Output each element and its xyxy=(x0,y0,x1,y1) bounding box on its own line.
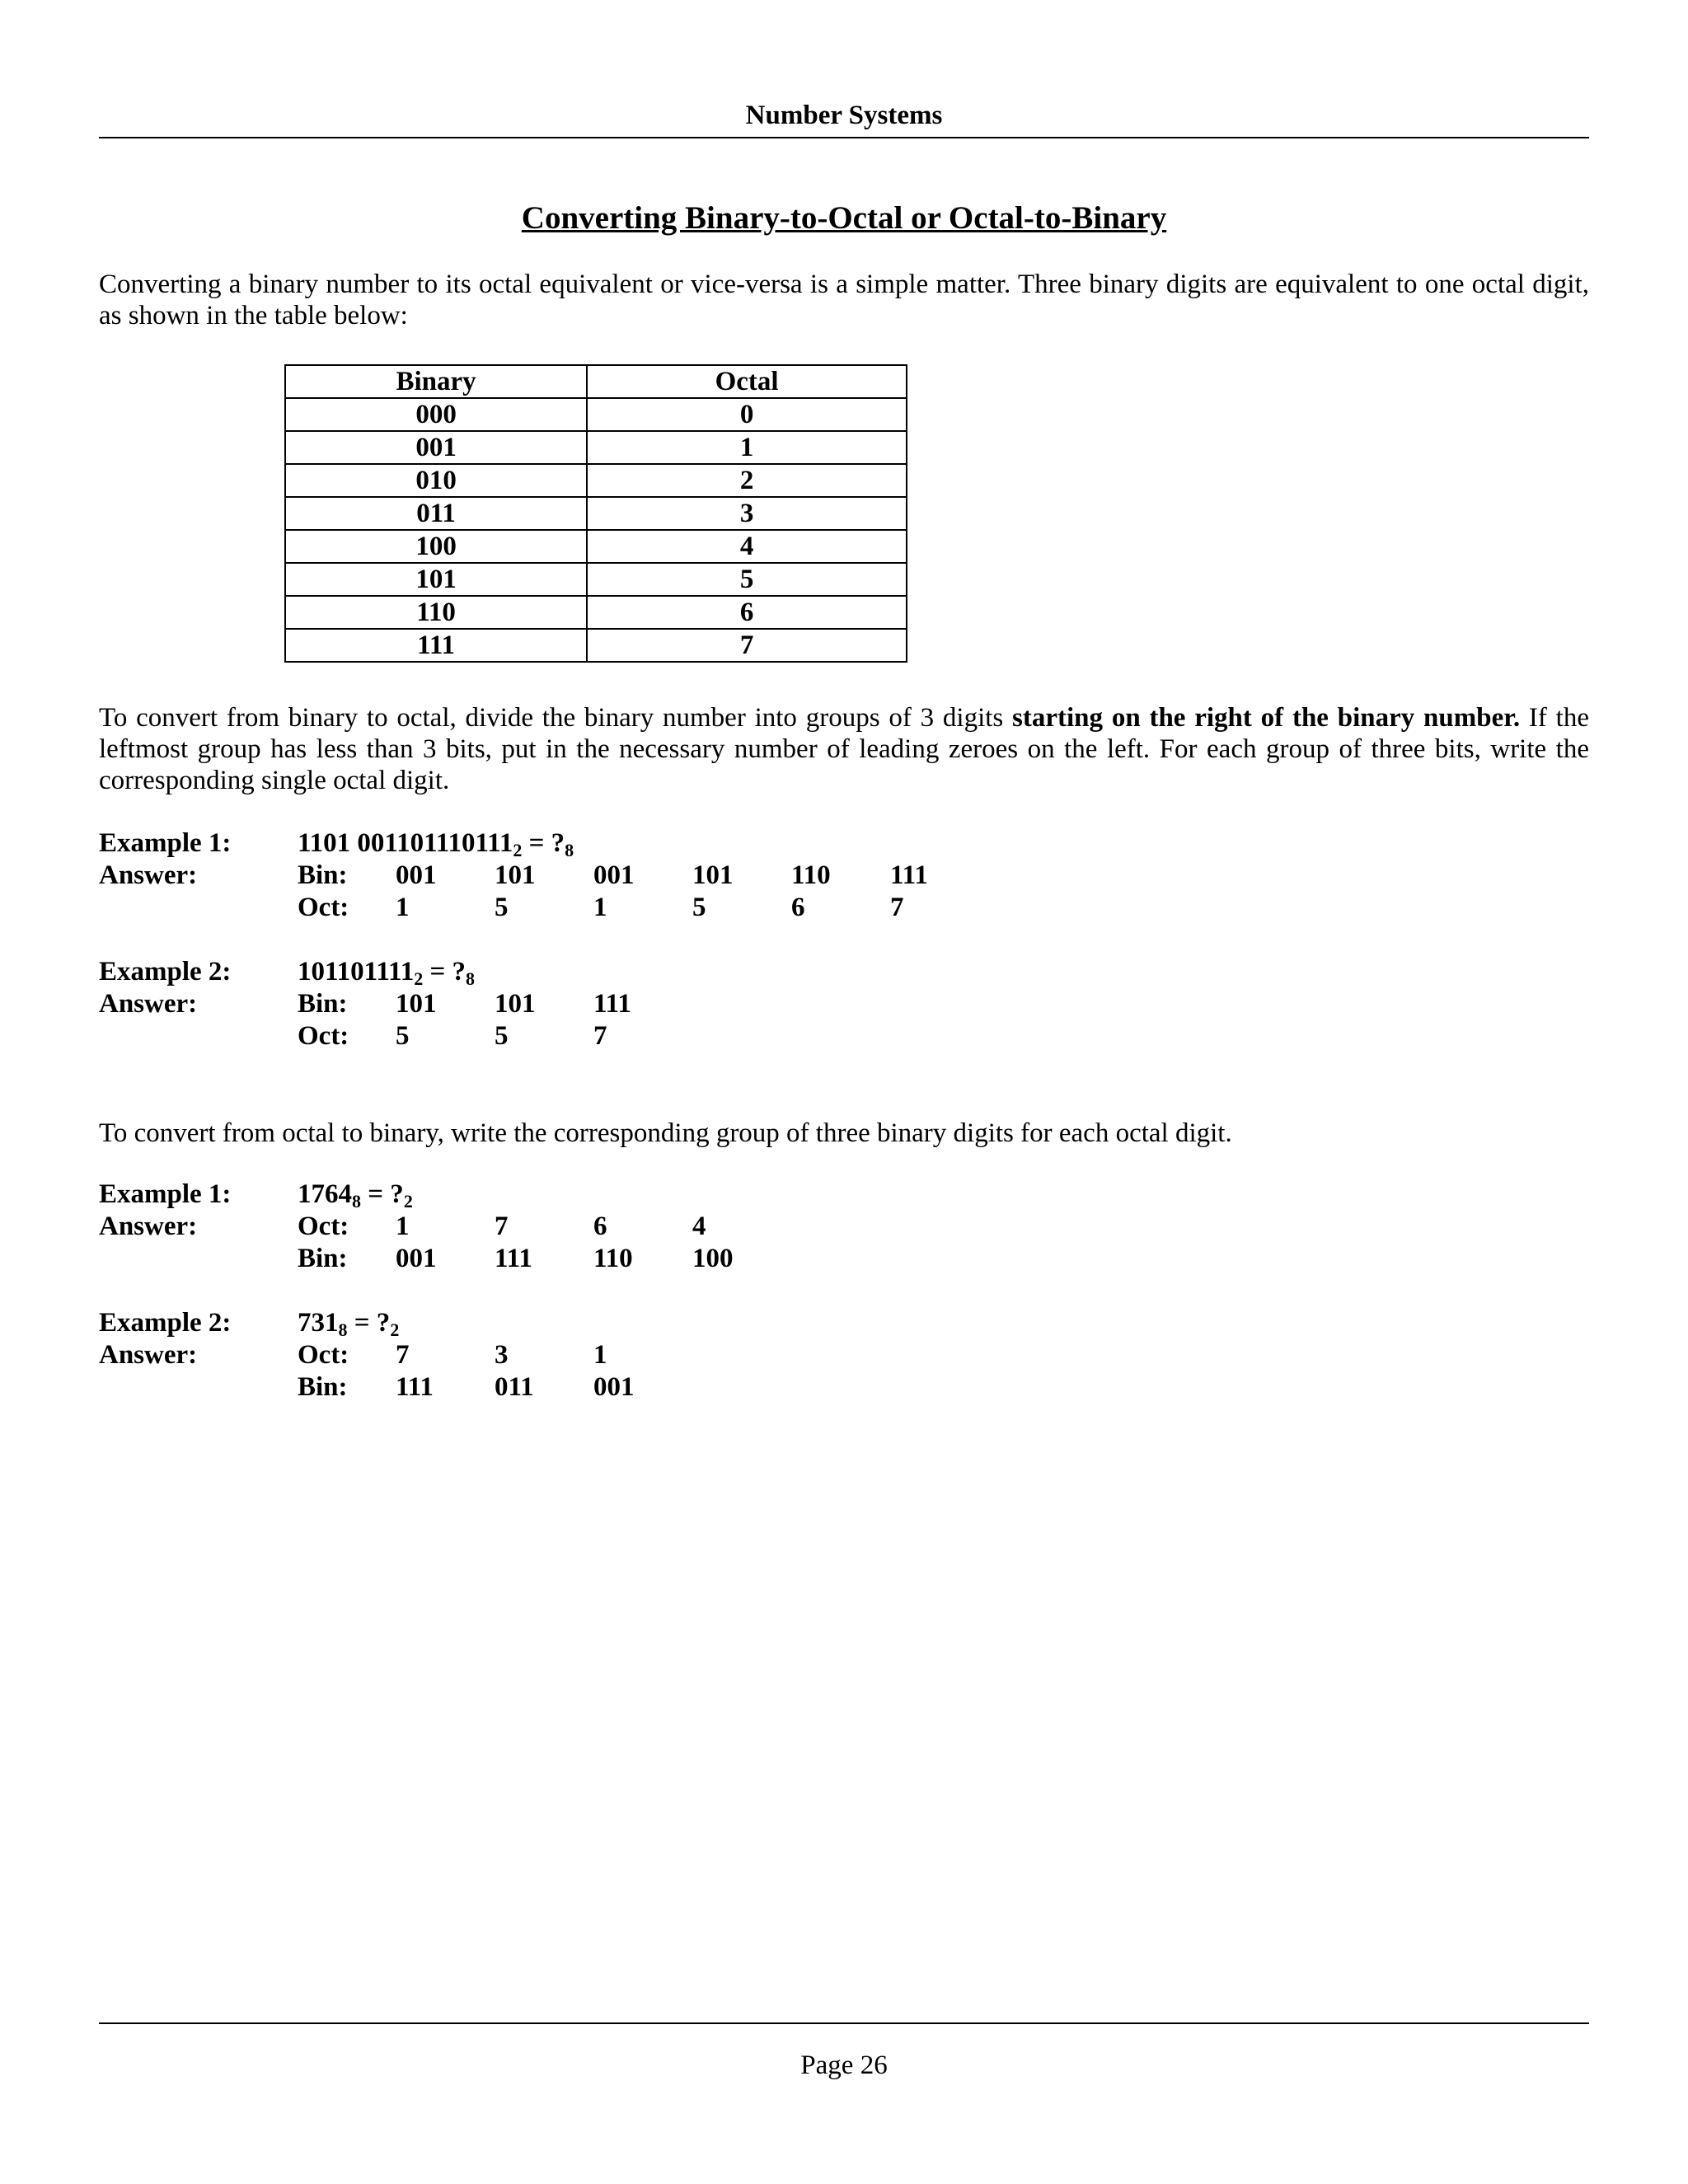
paragraph-text: If the leftmost group has less than 3 bits, put in the necessary number of leading zeroes on the left. For each group of three bits, write the corresponding single octal digit. xyxy=(99,703,1589,795)
bin-group: 100 xyxy=(692,1244,734,1273)
octal-cell: 1 xyxy=(587,431,907,464)
answer-label: Answer: xyxy=(99,1340,198,1370)
example-question: 1101 $001101110111_2$ = $?_8$ xyxy=(298,828,574,860)
table-row xyxy=(285,398,907,431)
bin-group: 110 xyxy=(791,860,831,890)
oct-digit: 4 xyxy=(692,1212,706,1241)
binary-cell: 101 xyxy=(285,563,587,596)
binary-cell: 100 xyxy=(285,530,587,563)
bin-group: 111 xyxy=(890,860,928,890)
binary-cell: 110 xyxy=(285,596,587,629)
example-label: Example 1: xyxy=(99,828,232,858)
bin-group: 001 xyxy=(593,1372,635,1402)
oct-digit: 7 xyxy=(495,1212,509,1241)
bin-group: 111 xyxy=(396,1372,434,1402)
octal-cell: 0 xyxy=(587,398,907,431)
oct-digit: 1 xyxy=(593,1340,607,1370)
bin-label: Bin: xyxy=(298,989,348,1019)
example-question: $101101111_2$ = $?_8$ xyxy=(298,957,476,989)
table-header-row xyxy=(285,365,907,398)
oct-digit: 3 xyxy=(495,1340,509,1370)
oct-digit: 7 xyxy=(593,1021,607,1051)
oct-digit: 5 xyxy=(495,1021,509,1051)
bin-group: 001 xyxy=(593,860,635,890)
bin-group: 101 xyxy=(495,989,536,1019)
oct-label: Oct: xyxy=(298,1021,349,1051)
bin-group: 110 xyxy=(593,1244,633,1273)
octal-cell: 4 xyxy=(587,530,907,563)
answer-label: Answer: xyxy=(99,989,198,1019)
oct-digit: 1 xyxy=(396,893,410,922)
bin-group: 101 xyxy=(396,989,437,1019)
bin-to-oct-paragraph xyxy=(99,702,1589,796)
binary-cell: 000 xyxy=(285,398,587,431)
octal-cell: 7 xyxy=(587,629,907,662)
bin-group: 101 xyxy=(495,860,536,890)
bin-label: Bin: xyxy=(298,1244,348,1273)
table-row xyxy=(285,497,907,530)
binary-cell: 111 xyxy=(285,629,587,662)
oct-digit: 1 xyxy=(593,893,607,922)
oct-digit: 5 xyxy=(495,893,509,922)
oct-digit: 7 xyxy=(396,1340,410,1370)
running-header: Number Systems xyxy=(745,101,943,130)
oct-digit: 1 xyxy=(396,1212,410,1241)
table-row xyxy=(285,629,907,662)
binary-cell: 010 xyxy=(285,464,587,497)
binary-cell: 011 xyxy=(285,497,587,530)
oct-digit: 6 xyxy=(593,1212,607,1241)
bin-label: Bin: xyxy=(298,860,348,890)
octal-cell: 2 xyxy=(587,464,907,497)
octal-cell: 5 xyxy=(587,563,907,596)
oct-digit: 5 xyxy=(396,1021,410,1051)
example-label: Example 1: xyxy=(99,1179,232,1209)
bin-group: 111 xyxy=(593,989,631,1019)
oct-digit: 6 xyxy=(791,893,805,922)
example-label: Example 2: xyxy=(99,957,232,987)
table-row xyxy=(285,530,907,563)
oct-digit: 5 xyxy=(692,893,706,922)
intro-paragraph: Converting a binary number to its octal equivalent or vice-versa is a simple matter. Three binary digits are equivalent to one octal digit, as shown in the table below: xyxy=(99,269,1589,330)
table-row xyxy=(285,464,907,497)
oct-label: Oct: xyxy=(298,1340,349,1370)
bin-group: 101 xyxy=(692,860,734,890)
octal-cell: 6 xyxy=(587,596,907,629)
binary-cell: 001 xyxy=(285,431,587,464)
bin-group: 111 xyxy=(495,1244,532,1273)
bin-group: 001 xyxy=(396,1244,437,1273)
table-row xyxy=(285,596,907,629)
footer-rule xyxy=(99,2022,1589,2024)
oct-label: Oct: xyxy=(298,1212,349,1241)
binary-octal-table xyxy=(284,364,907,663)
oct-label: Oct: xyxy=(298,893,349,922)
table-row xyxy=(285,563,907,596)
header-rule xyxy=(99,137,1589,138)
answer-label: Answer: xyxy=(99,1212,198,1241)
page-number: Page 26 xyxy=(800,2050,888,2080)
bin-label: Bin: xyxy=(298,1372,348,1402)
table-row xyxy=(285,431,907,464)
emphasis-text: starting on the right of the binary number. xyxy=(1012,703,1521,733)
bin-group: 001 xyxy=(396,860,437,890)
column-header-binary: Binary xyxy=(285,365,587,398)
example-label: Example 2: xyxy=(99,1308,232,1338)
oct-digit: 7 xyxy=(890,893,904,922)
example-question: $731_8$ = $?_2$ xyxy=(298,1308,400,1340)
bin-group: 011 xyxy=(495,1372,534,1402)
page-title: Converting Binary-to-Octal or Octal-to-Binary xyxy=(521,200,1167,236)
example-question: $1764_8$ = $?_2$ xyxy=(298,1179,413,1212)
paragraph-text: To convert from binary to octal, divide the binary number into groups of 3 digits xyxy=(99,703,1013,733)
column-header-octal: Octal xyxy=(587,365,907,398)
octal-cell: 3 xyxy=(587,497,907,530)
oct-to-bin-paragraph: To convert from octal to binary, write the corresponding group of three binary digits for each octal digit. xyxy=(99,1118,1232,1148)
answer-label: Answer: xyxy=(99,860,198,890)
